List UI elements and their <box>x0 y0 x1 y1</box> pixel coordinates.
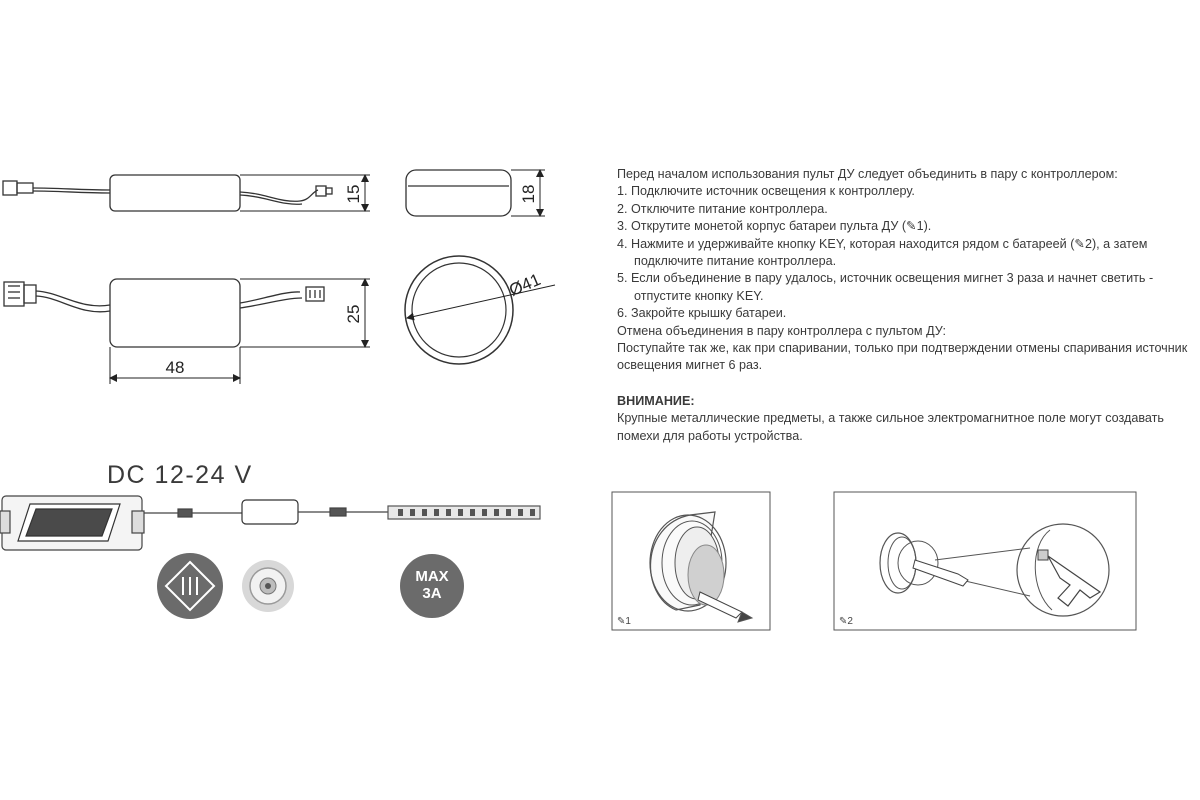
instructions-intro: Перед началом использования пульт ДУ следует объединить в пару с контроллером: <box>617 167 1118 181</box>
figure-2-label: ✎2 <box>839 616 853 627</box>
step-6: 6. Закройте крышку батареи. <box>617 306 787 321</box>
max-badge-line1: MAX <box>415 568 449 585</box>
cancel-text: Поступайте так же, как при спаривании, только при подтверждении отмены спаривания источник освещения мигнет 6 раз. <box>617 341 1188 373</box>
voltage-label: DC 12-24 V <box>107 461 253 489</box>
figure-1-label: ✎1 <box>617 616 631 627</box>
max-current-badge <box>400 554 464 618</box>
dim-41-label: Ø41 <box>506 269 544 300</box>
dim-48-label: 48 <box>165 358 185 377</box>
instructions-block <box>617 166 1200 445</box>
dim-25-label: 25 <box>344 304 363 324</box>
warning-text: Крупные металлические предметы, а также сильное электромагнитное поле могут создавать помехи для работы устройства. <box>617 411 1164 443</box>
controller-side-view <box>3 175 332 211</box>
max-badge-line2: 3A <box>422 585 442 602</box>
cancel-title: Отмена объединения в пару контроллера с пультом ДУ: <box>617 323 946 338</box>
step-4: 4. Нажмите и удерживайте кнопку KEY, которая находится рядом с батареей (✎2), а затем подключите питание контроллера. <box>617 236 1148 269</box>
step-3: 3. Открутите монетой корпус батареи пульта ДУ (✎1). <box>617 219 932 234</box>
step-1: 1. Подключите источник освещения к контроллеру. <box>617 184 915 199</box>
remote-control-icon <box>242 560 294 612</box>
class-iii-icon <box>157 553 223 619</box>
dim-15-label: 15 <box>344 184 363 204</box>
figure-2 <box>834 492 1136 630</box>
step-5: 5. Если объединение в пару удалось, источник освещения мигнет 3 раза и начнет светить - отпустите кнопку KEY. <box>617 271 1154 303</box>
warning-title: ВНИМАНИЕ: <box>617 393 695 408</box>
instructions-steps <box>617 183 1200 322</box>
figure-1 <box>612 492 770 630</box>
step-2: 2. Отключите питание контроллера. <box>617 201 828 216</box>
controller-top-view <box>4 279 324 347</box>
remote-side-view <box>406 170 511 216</box>
dim-18-label: 18 <box>519 184 538 204</box>
wiring-diagram <box>0 496 540 550</box>
